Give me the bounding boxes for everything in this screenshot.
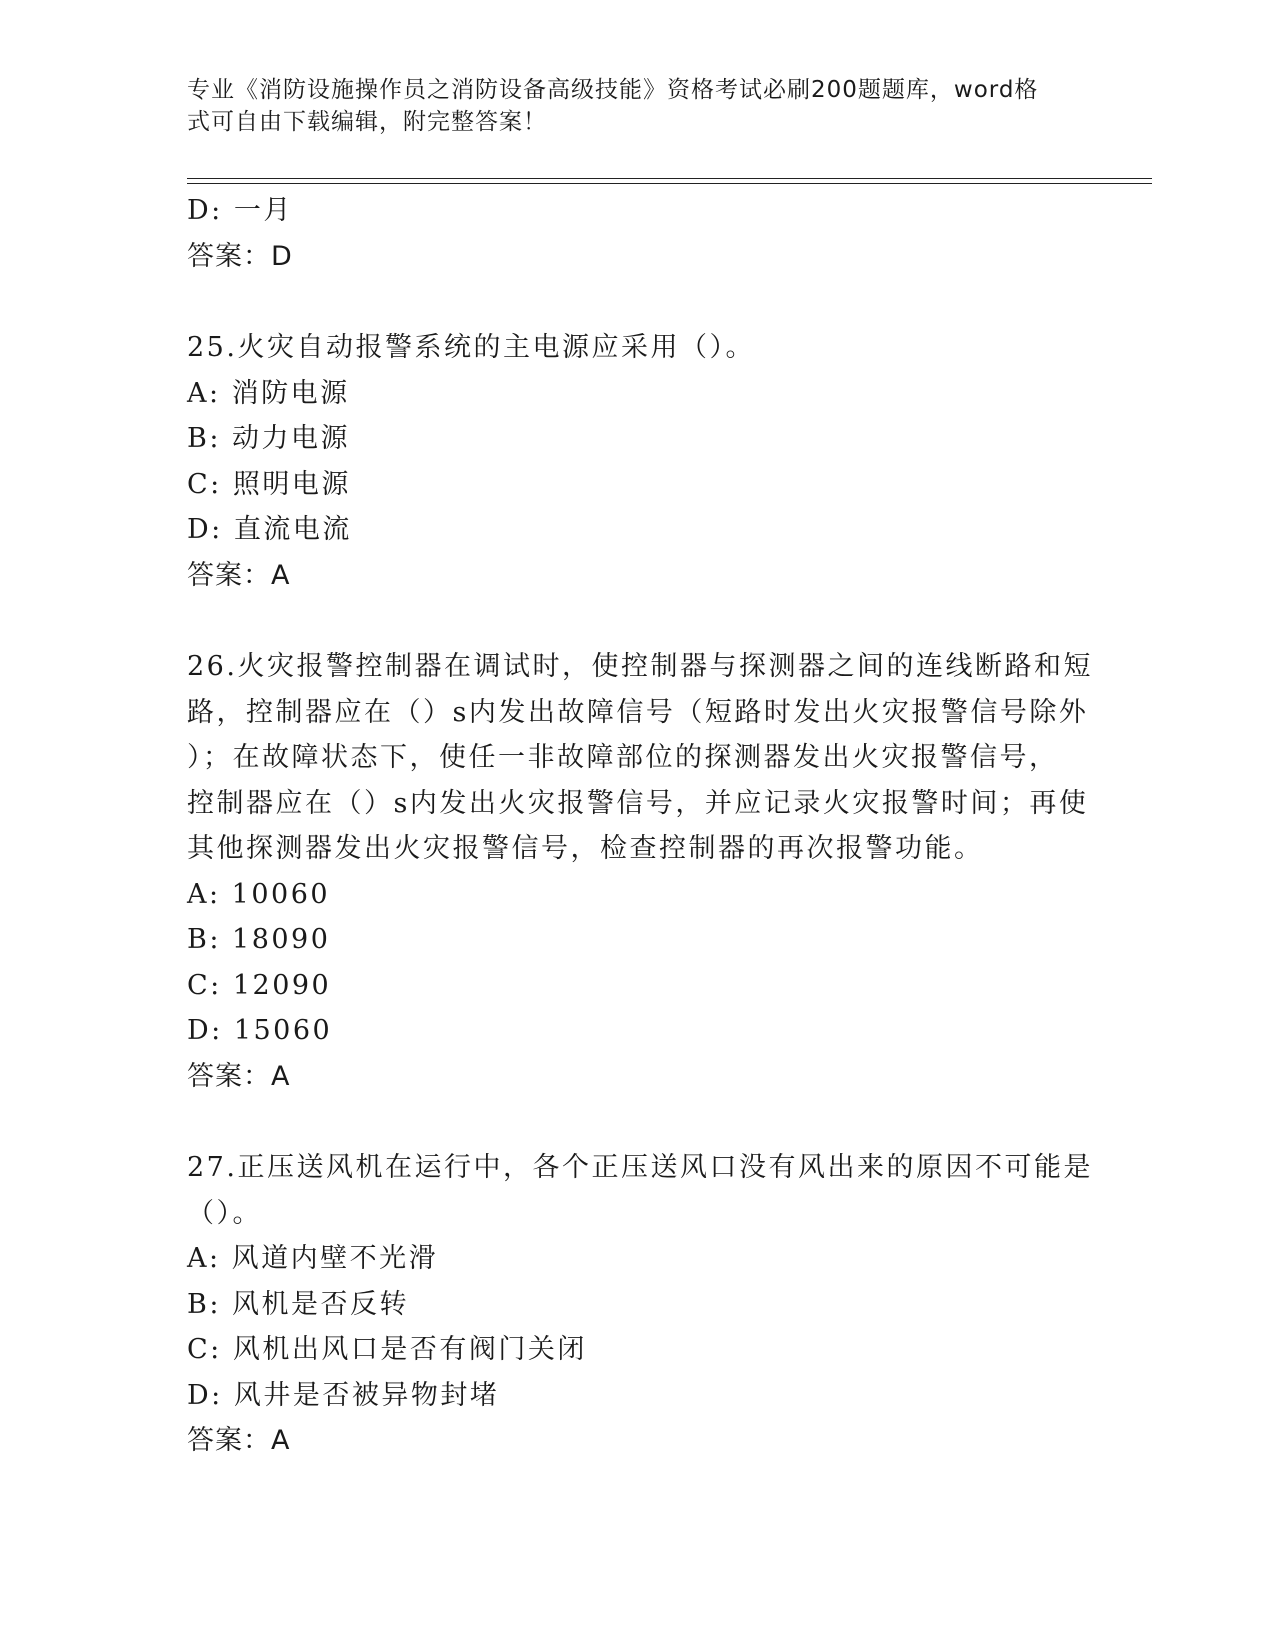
stem-line: 其他探测器发出火灾报警信号，检查控制器的再次报警功能。: [187, 833, 984, 864]
option-a: A: 10060: [187, 878, 331, 910]
question-stem: [187, 1145, 1093, 1236]
option-b: B: 18090: [187, 924, 331, 955]
option-c: C: 照明电源: [187, 468, 351, 500]
question-25: [187, 325, 1087, 598]
question-stem: [187, 325, 1087, 371]
header-rule-top: [187, 178, 1152, 179]
stem-line: 路，控制器应在（）s内发出故障信号（短路时发出火灾报警信号除外: [187, 696, 1089, 728]
option-a: A: 风道内壁不光滑: [187, 1243, 439, 1274]
spacer: [187, 1099, 1087, 1145]
option-c: C: 12090: [187, 969, 332, 1001]
stem-line: ）；在故障状态下，使任一非故障部位的探测器发出火灾报警信号，: [187, 742, 1059, 773]
option-d: D: 直流电流: [187, 514, 352, 545]
answer-line: 答案：A: [187, 1425, 291, 1456]
spacer: [187, 598, 1087, 644]
answer-line: 答案：A: [187, 559, 291, 591]
stem-line: （）。: [187, 1197, 262, 1229]
question-27: [187, 1145, 1093, 1464]
question-content: [187, 188, 1093, 1464]
option-c: C: 风机出风口是否有阀门关闭: [187, 1334, 587, 1365]
page-header: [187, 74, 1067, 138]
header-line-1: 专业《消防设施操作员之消防设备高级技能》资格考试必刷200题题库，word格: [187, 77, 1039, 103]
answer-line: 答案：A: [187, 1060, 291, 1092]
header-rule-bottom: [187, 183, 1152, 184]
spacer: [187, 279, 1087, 325]
option-b: B: 动力电源: [187, 423, 351, 454]
option-d: D: 风井是否被异物封堵: [187, 1379, 500, 1411]
question-26: [187, 644, 1093, 1099]
question-24-tail: [187, 188, 1087, 279]
answer-line: 答案：D: [187, 240, 293, 272]
question-stem: [187, 644, 1093, 872]
option-d: D: 15060: [187, 1015, 333, 1046]
stem-line: 25.火灾自动报警系统的主电源应采用（）。: [187, 332, 755, 363]
stem-line: 27.正压送风机在运行中，各个正压送风口没有风出来的原因不可能是: [187, 1152, 1093, 1183]
header-line-2: 式可自由下载编辑，附完整答案！: [187, 109, 547, 135]
stem-line: 控制器应在（）s内发出火灾报警信号，并应记录火灾报警时间；再使: [187, 787, 1089, 819]
stem-line: 26.火灾报警控制器在调试时，使控制器与探测器之间的连线断路和短: [187, 651, 1093, 682]
option-d: D: 一月: [187, 195, 293, 226]
option-b: B: 风机是否反转: [187, 1288, 410, 1320]
option-a: A: 消防电源: [187, 377, 350, 409]
